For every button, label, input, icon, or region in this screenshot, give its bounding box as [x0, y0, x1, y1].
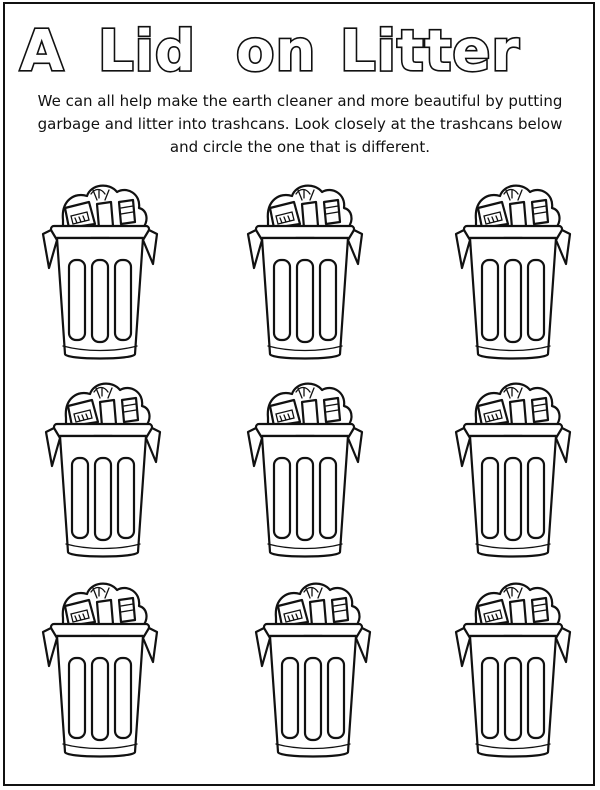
bag-flap-left — [456, 628, 470, 666]
trashcan-rib-1 — [69, 260, 85, 340]
trashcan-rib-1 — [274, 458, 290, 538]
garbage-can-item — [97, 202, 113, 228]
bag-flap-left — [248, 230, 262, 268]
trashcan-grid — [0, 174, 600, 784]
trashcan-rib-2 — [95, 458, 111, 540]
garbage-box — [478, 202, 508, 228]
trashcan-rib-2 — [505, 458, 521, 540]
trashcan-rib-3 — [528, 458, 544, 538]
bag-flap-left — [456, 428, 470, 466]
trashcan-rim — [256, 424, 354, 436]
trashcan-6[interactable] — [448, 376, 578, 566]
trashcan-drawing — [448, 178, 578, 368]
trashcan-rim — [464, 226, 562, 238]
garbage-box — [478, 400, 508, 426]
trashcan-rib-2 — [297, 260, 313, 342]
trashcan-rim — [464, 424, 562, 436]
trashcan-7[interactable] — [35, 576, 165, 766]
page-title — [0, 4, 600, 86]
trashcan-1[interactable] — [35, 178, 165, 368]
trashcan-rib-3 — [115, 260, 131, 340]
title-word-litter: Litter — [340, 19, 521, 84]
garbage-can-item — [510, 400, 526, 426]
bag-flap-right — [556, 628, 570, 662]
bag-flap-right — [348, 230, 362, 264]
bag-flap-left — [248, 428, 262, 466]
trashcan-9[interactable] — [448, 576, 578, 766]
trashcan-drawing — [448, 376, 578, 566]
trashcan-rib-3 — [528, 260, 544, 340]
trashcan-rib-3 — [320, 458, 336, 538]
trashcan-3[interactable] — [448, 178, 578, 368]
bag-flap-left — [43, 230, 57, 268]
bag-flap-right — [348, 428, 362, 462]
bag-flap-left — [256, 628, 270, 666]
bag-flap-right — [356, 628, 370, 662]
trashcan-drawing — [448, 576, 578, 766]
trashcan-rib-1 — [282, 658, 298, 738]
garbage-box — [270, 400, 300, 426]
title-lettering — [0, 4, 600, 86]
trashcan-rib-1 — [274, 260, 290, 340]
trashcan-2[interactable] — [240, 178, 370, 368]
garbage-box — [478, 600, 508, 626]
trashcan-rib-3 — [328, 658, 344, 738]
garbage-can-item — [97, 600, 113, 626]
trashcan-rib-1 — [482, 260, 498, 340]
title-word-on: on — [236, 19, 317, 84]
garbage-can-item — [100, 400, 116, 426]
trashcan-drawing — [35, 178, 165, 368]
trashcan-rib-1 — [482, 458, 498, 538]
bag-flap-left — [43, 628, 57, 666]
trashcan-rim — [264, 624, 362, 636]
bag-flap-right — [556, 428, 570, 462]
trashcan-drawing — [240, 376, 370, 566]
garbage-can-item — [510, 202, 526, 228]
title-word-lid: Lid — [98, 19, 196, 84]
trashcan-5[interactable] — [240, 376, 370, 566]
instructions-text: We can all help make the earth cleaner and more beautiful by putting garbage and litter into trashcans. Look closely at the trashcans below and circle the one that is different. — [37, 92, 563, 156]
trashcan-4[interactable] — [38, 376, 168, 566]
trashcan-rib-2 — [297, 458, 313, 540]
bag-flap-left — [46, 428, 60, 466]
bag-flap-right — [556, 230, 570, 264]
garbage-box — [68, 400, 98, 426]
trashcan-rim — [464, 624, 562, 636]
title-word-a: A — [20, 19, 65, 84]
garbage-can-item — [302, 400, 318, 426]
trashcan-rim — [256, 226, 354, 238]
trashcan-rib-1 — [69, 658, 85, 738]
trashcan-rib-1 — [72, 458, 88, 538]
trashcan-drawing — [38, 376, 168, 566]
trashcan-rib-1 — [482, 658, 498, 738]
trashcan-rim — [54, 424, 152, 436]
garbage-box — [278, 600, 308, 626]
garbage-can-item — [310, 600, 326, 626]
garbage-can-item — [510, 600, 526, 626]
bag-flap-right — [143, 230, 157, 264]
garbage-box — [65, 600, 95, 626]
trashcan-drawing — [35, 576, 165, 766]
bag-flap-right — [143, 628, 157, 662]
garbage-box — [270, 202, 300, 228]
garbage-box — [65, 202, 95, 228]
trashcan-rib-3 — [118, 458, 134, 538]
trashcan-rib-2 — [505, 658, 521, 740]
trashcan-8[interactable] — [248, 576, 378, 766]
trashcan-rim — [51, 624, 149, 636]
trashcan-rib-2 — [92, 658, 108, 740]
trashcan-rim — [51, 226, 149, 238]
trashcan-rib-2 — [505, 260, 521, 342]
trashcan-drawing — [248, 576, 378, 766]
trashcan-rib-3 — [528, 658, 544, 738]
trashcan-drawing — [240, 178, 370, 368]
trashcan-rib-3 — [320, 260, 336, 340]
trashcan-rib-3 — [115, 658, 131, 738]
trashcan-rib-2 — [92, 260, 108, 342]
trashcan-rib-2 — [305, 658, 321, 740]
garbage-can-item — [302, 202, 318, 228]
bag-flap-right — [146, 428, 160, 462]
bag-flap-left — [456, 230, 470, 268]
